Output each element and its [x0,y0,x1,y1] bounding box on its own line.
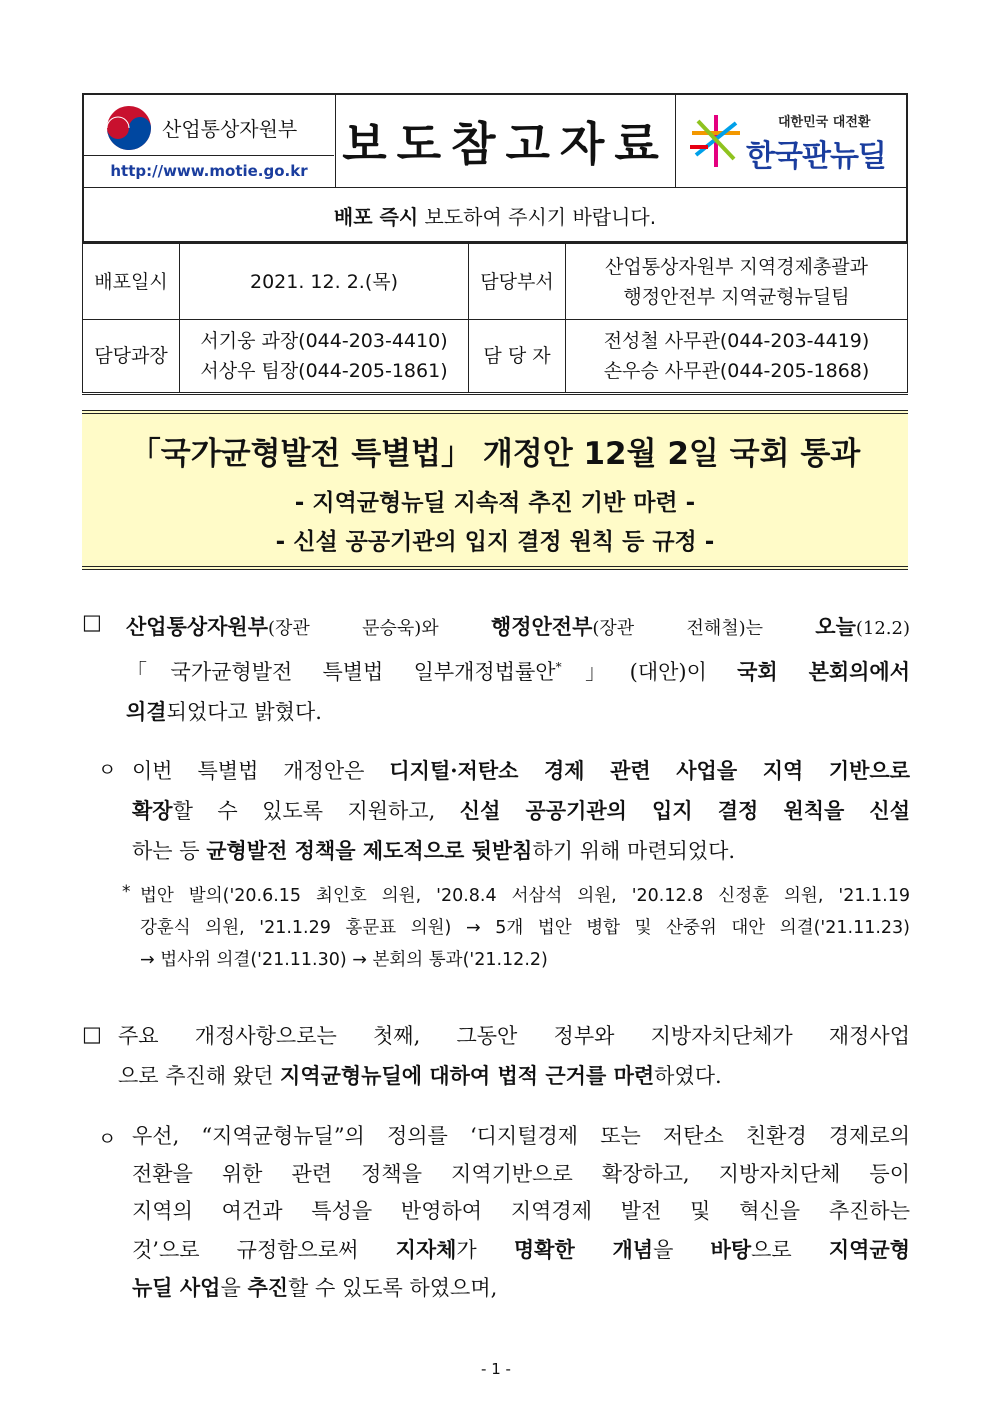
text-line: 뉴딜 사업을 추진할 수 있도록 하였으며, [132,1275,498,1300]
subtitle-1: - 지역균형뉴딜 지속적 추진 기반 마련 - [294,490,696,516]
asterisk-marker: * [122,882,131,902]
newdeal-star-icon [686,111,746,171]
footnote-line: → 법사위 의결('21.11.30) → 본회의 통과('21.12.2) [140,950,548,970]
text-line: 확장할 수 있도록 지원하고, 신설 공공기관의 입지 결정 원칙을 신설 [132,798,910,823]
circle-bullet: ㅇ [98,1128,117,1150]
text-line: 하는 등 균형발전 정책을 제도적으로 뒷받침하기 위해 마련되었다. [132,838,736,863]
text-line: 전환을 위한 관련 정책을 지역기반으로 확장하고, 지방자치단체 등이 [132,1161,910,1186]
doc-type-title: 보도참고자료 [342,117,669,171]
text-line: 의결되었다고 밝혔다. [126,699,322,724]
info-table [82,243,908,395]
ministry-url[interactable]: http://www.motie.go.kr [84,155,334,188]
release-rest: 보도하여 주시기 바랍니다. [418,204,657,229]
circle-bullet: ㅇ [98,759,117,781]
release-row [84,187,906,242]
square-bullet: □ [82,1022,102,1046]
header-box [82,93,908,243]
chief-line: 서기웅 과장(044-203-4410) [200,330,448,352]
newdeal-slogan: 대한민국 대전환 [778,115,871,130]
newdeal-logo [676,95,908,187]
date-value: 2021. 12. 2.(목) [180,244,469,320]
date-label: 배포일시 [83,244,180,320]
dept-label: 담당부서 [469,244,566,320]
staff-label: 담 당 자 [469,320,566,394]
ministry-cell [84,95,336,187]
paragraph-1 [126,607,910,732]
staff-line: 전성철 사무관(044-203-4419) [603,330,870,352]
dept-value [566,244,908,320]
chief-label: 담당과장 [83,320,180,394]
taegeuk-logo-icon [104,103,154,153]
title-box [82,410,908,570]
text-line: 우선, “지역균형뉴딜”의 정의를 ‘디지털경제 또는 저탄소 친환경 경제로의 [132,1124,910,1148]
subtitle-2: - 신설 공공기관의 입지 결정 원칙 등 규정 - [275,529,715,555]
square-bullet: □ [82,610,102,634]
text-line: 으로 추진해 왔던 지역균형뉴딜에 대하여 법적 근거를 마련하였다. [118,1063,722,1088]
text-line: 주요 개정사항으로는 첫째, 그동안 정부와 지방자치단체가 재정사업 [118,1024,910,1048]
text-line: 지역의 여건과 특성을 반영하여 지역경제 발전 및 혁신을 추진하는 [132,1199,910,1223]
dept-line: 산업통상자원부 지역경제총괄과 [605,255,868,278]
paragraph-4 [132,1118,910,1308]
chief-line: 서상우 팀장(044-205-1861) [200,360,448,382]
footnote-line: 법안 발의('20.6.15 최인호 의원, '20.8.4 서삼석 의원, '20.12.8 신정훈 의원, '21.1.19 [140,886,910,906]
staff-value [566,320,908,394]
staff-line: 손우승 사무관(044-205-1868) [603,360,870,382]
newdeal-name: 한국판뉴딜 [746,139,886,174]
release-bold: 배포 즉시 [333,204,419,229]
doc-type-cell [336,95,676,187]
main-title: 「국가균형발전 특별법」 개정안 12월 2일 국회 통과 [129,436,861,472]
footnote [140,880,910,976]
text-line: 이번 특별법 개정안은 디지털·저탄소 경제 관련 사업을 지역 기반으로 [132,758,910,783]
paragraph-3 [118,1017,910,1096]
chief-value [180,320,469,394]
footnote-line: 강훈식 의원, '21.1.29 홍문표 의원) → 5개 법안 병합 및 산중위 대안 의결('21.11.23) [140,918,910,938]
text-line: 「국가균형발전 특별법 일부개정법률안*」(대안)이 국회 본회의에서 [126,659,910,684]
ministry-name: 산업통상자원부 [162,117,298,141]
text-line: 것’으로 규정함으로써 지자체가 명확한 개념을 바탕으로 지역균형 [132,1236,911,1262]
dept-line: 행정안전부 지역균형뉴딜팀 [623,285,850,308]
paragraph-2 [132,751,910,871]
text-line: 산업통상자원부(장관 문승욱)와 행정안전부(장관 전해철)는 오늘(12.2) [126,614,910,639]
page-number: - 1 - [481,1360,511,1378]
